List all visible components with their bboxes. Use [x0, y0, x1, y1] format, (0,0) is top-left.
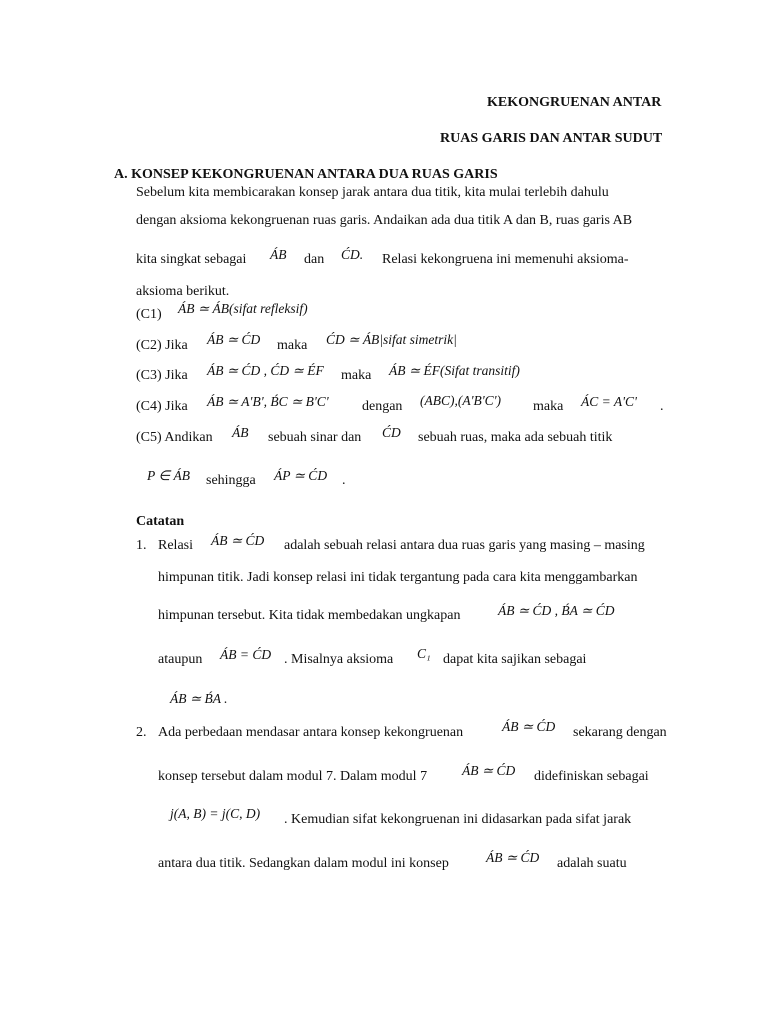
- math-ab: ÁB: [270, 247, 287, 262]
- note-1-line-2: himpunan titik. Jadi konsep relasi ini tidak tergantung pada cara kita menggambarkan: [158, 570, 638, 585]
- note-2-number: 2.: [136, 725, 147, 740]
- note-2-line-2-math: ÁB ≃ ĆD: [462, 763, 516, 778]
- note-2-math: ÁB ≃ ĆD: [502, 719, 556, 734]
- axiom-c2-math-1: ÁB ≃ ĆD: [207, 332, 261, 347]
- note-1-line-3: himpunan tersebut. Kita tidak membedakan ungkapan: [158, 608, 461, 623]
- axiom-c5-math-1: ÁB: [232, 425, 249, 440]
- title-line-1: KEKONGRUENAN ANTAR: [487, 95, 662, 110]
- axiom-c2-word: maka: [277, 338, 308, 353]
- note-2-line-4b: adalah suatu: [557, 856, 627, 871]
- intro-line-3a: kita singkat sebagai: [136, 252, 247, 267]
- intro-line-3c: Relasi kekongruena ini memenuhi aksioma-: [382, 252, 629, 267]
- note-1-line-5-math: ÁB ≃ B́A .: [170, 691, 228, 706]
- axiom-c3-math-2: ÁB ≃ ÉF(Sifat transitif): [389, 363, 520, 378]
- note-2-line-4-math: ÁB ≃ ĆD: [486, 850, 540, 865]
- axiom-c5b-word: sehingga: [206, 473, 256, 488]
- axiom-c5b-math-1: P ∈ ÁB: [147, 468, 191, 483]
- note-2-text-b: sekarang dengan: [573, 725, 667, 740]
- axiom-c3-word: maka: [341, 368, 372, 383]
- axiom-c5-word-1: sebuah sinar dan: [268, 430, 362, 445]
- axiom-c5b-end: .: [342, 473, 346, 488]
- section-a-heading: A. KONSEP KEKONGRUENAN ANTARA DUA RUAS GARIS: [114, 167, 498, 182]
- note-1-line-4-math: ÁB = ĆD: [220, 647, 272, 662]
- catatan-heading: Catatan: [136, 514, 185, 529]
- note-1-number: 1.: [136, 538, 147, 553]
- axiom-c4-math-1: ÁB ≃ A'B', B́C ≃ B'C': [207, 394, 329, 409]
- intro-line-4: aksioma berikut.: [136, 284, 230, 299]
- note-1-line-4a: ataupun: [158, 652, 203, 667]
- axiom-c3-label: (C3) Jika: [136, 368, 188, 383]
- axiom-c3-math-1: ÁB ≃ ĆD , ĆD ≃ ÉF: [207, 363, 324, 378]
- intro-line-2: dengan aksioma kekongruenan ruas garis. Andaikan ada dua titik A dan B, ruas garis AB: [136, 213, 633, 228]
- note-1-line-4b: . Misalnya aksioma: [284, 652, 394, 667]
- axiom-c5-label: (C5) Andikan: [136, 430, 213, 445]
- note-2-line-4a: antara dua titik. Sedangkan dalam modul ini konsep: [158, 856, 449, 871]
- note-1-line-3-math: ÁB ≃ ĆD , B́A ≃ ĆD: [498, 603, 615, 618]
- math-cd: ĆD.: [341, 247, 364, 262]
- axiom-c4-math-3: ÁC = A'C': [581, 394, 637, 409]
- note-2-line-2b: didefiniskan sebagai: [534, 769, 649, 784]
- axiom-c4-label: (C4) Jika: [136, 399, 188, 414]
- note-1-math: ÁB ≃ ĆD: [211, 533, 265, 548]
- note-2-line-2a: konsep tersebut dalam modul 7. Dalam modul 7: [158, 769, 428, 784]
- note-1-line-4-math-2: C₁: [417, 646, 431, 661]
- intro-line-1: Sebelum kita membicarakan konsep jarak antara dua titik, kita mulai terlebih dahulu: [136, 185, 609, 200]
- note-1-text-b: adalah sebuah relasi antara dua ruas garis yang masing – masing: [284, 538, 645, 553]
- axiom-c4-word-1: dengan: [362, 399, 403, 414]
- axiom-c5-math-2: ĆD: [382, 425, 401, 440]
- note-2-line-3-math: j(A, B) = j(C, D): [170, 806, 261, 821]
- note-1-text-a: Relasi: [158, 538, 193, 553]
- title-line-2: RUAS GARIS DAN ANTAR SUDUT: [440, 131, 663, 146]
- axiom-c4-end: .: [660, 399, 664, 414]
- intro-line-3b: dan: [304, 252, 325, 267]
- axiom-c1-math: ÁB ≃ ÁB(sifat refleksif): [178, 301, 308, 316]
- axiom-c5b-math-2: ÁP ≃ ĆD: [274, 468, 328, 483]
- note-1-line-4c: dapat kita sajikan sebagai: [443, 652, 587, 667]
- axiom-c5-word-2: sebuah ruas, maka ada sebuah titik: [418, 430, 613, 445]
- note-2-text-a: Ada perbedaan mendasar antara konsep kekongruenan: [158, 725, 464, 740]
- axiom-c2-math-2: ĆD ≃ ÁB|sifat simetrik|: [326, 332, 457, 347]
- axiom-c2-label: (C2) Jika: [136, 338, 188, 353]
- axiom-c1-label: (C1): [136, 307, 162, 322]
- axiom-c4-word-2: maka: [533, 399, 564, 414]
- axiom-c4-math-2: (ABC),(A'B'C'): [420, 393, 502, 408]
- note-2-line-3b: . Kemudian sifat kekongruenan ini didasarkan pada sifat jarak: [284, 812, 632, 827]
